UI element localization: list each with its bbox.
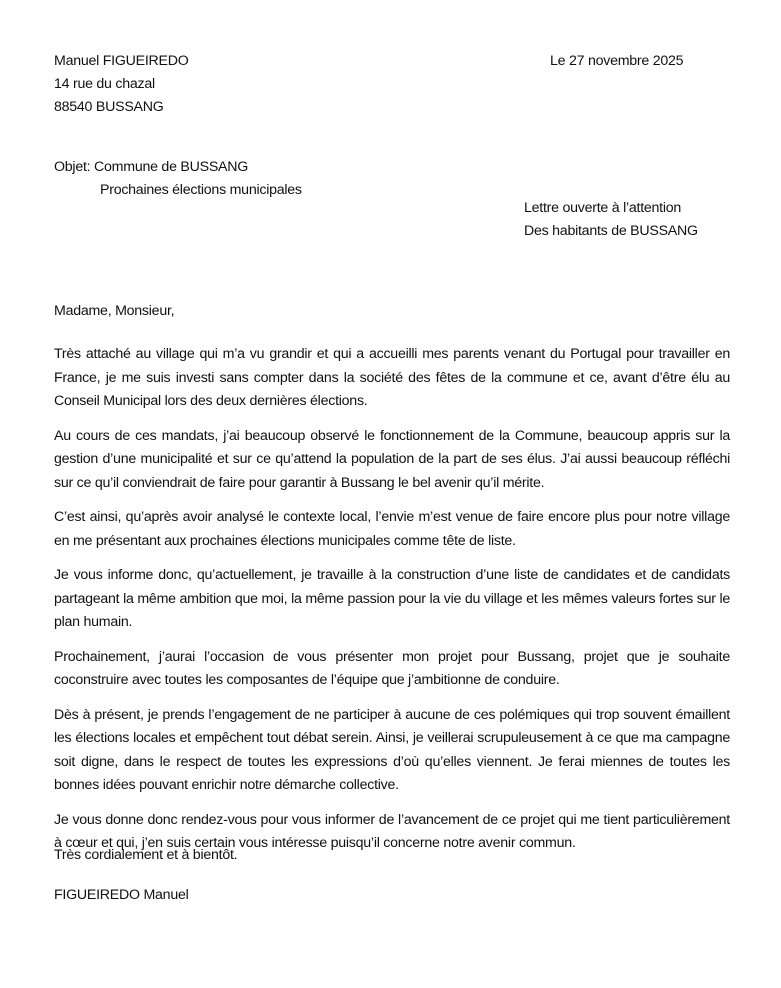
salutation: Madame, Monsieur, (54, 303, 175, 319)
recipient-line-1: Lettre ouverte à l’attention (524, 200, 682, 216)
subject-line-1: Objet: Commune de BUSSANG (54, 159, 249, 175)
body-paragraph: Je vous donne donc rendez-vous pour vous informer de l’avancement de ce projet qui me tient particulièrement à cœur et qui, j’en suis certain vous intéresse puisqu’il concerne notre avenir commun. (54, 811, 730, 851)
subject-line-2: Prochaines élections municipales (100, 182, 302, 198)
signature: FIGUEIREDO Manuel (54, 887, 189, 903)
body-paragraph: Dès à présent, je prends l’engagement de ne participer à aucune de ces polémiques qui trop souvent émaillent les élections locales et empêchent tout débat serein. Ainsi, je veillerai scrupuleusement à ce que ma campagne soit digne, dans le respect de toutes les expressions d’où qu’elles viennent. Je ferai miennes de toutes les bonnes idées pouvant enrichir notre démarche collective. (54, 706, 730, 793)
sender-city: 88540 BUSSANG (54, 99, 164, 115)
body-paragraph: Prochainement, j’aurai l’occasion de vous présenter mon projet pour Bussang, projet que je souhaite coconstruire avec toutes les composantes de l’équipe que j’ambitionne de conduire. (54, 648, 730, 688)
sender-street: 14 rue du chazal (54, 76, 155, 92)
sender-name: Manuel FIGUEIREDO (54, 53, 189, 69)
closing-line: Très cordialement et à bientôt. (54, 847, 238, 863)
subject-block (54, 156, 302, 202)
recipient-block (524, 197, 698, 243)
body-paragraph: C’est ainsi, qu’après avoir analysé le contexte local, l’envie m’est venue de faire encore plus pour notre village en me présentant aux prochaines élections municipales comme tête de liste. (54, 509, 730, 549)
body-paragraph: Je vous informe donc, qu’actuellement, je travaille à la construction d’une liste de candidates et de candidats partageant la même ambition que moi, la même passion pour la vie du village et les mêmes valeurs fortes sur le plan humain. (54, 567, 730, 630)
body-paragraph: Au cours de ces mandats, j’ai beaucoup observé le fonctionnement de la Commune, beaucoup appris sur la gestion d’une municipalité et sur ce qu’attend la population de la part de ses élus. J’ai aussi beaucoup réfléchi sur ce qu’il conviendrait de faire pour garantir à Bussang le bel avenir qu’il mérite. (54, 427, 730, 491)
letter-body (54, 343, 730, 867)
sender-address-block (54, 50, 189, 119)
letter-date: Le 27 novembre 2025 (550, 53, 684, 69)
body-paragraph: Très attaché au village qui m’a vu grandir et qui a accueilli mes parents venant du Portugal pour travailler en France, je me suis investi sans compter dans la société des fêtes de la commune et ce, avant d’être élu au Conseil Municipal lors des deux dernières élections. (54, 346, 730, 409)
recipient-line-2: Des habitants de BUSSANG (524, 223, 698, 239)
